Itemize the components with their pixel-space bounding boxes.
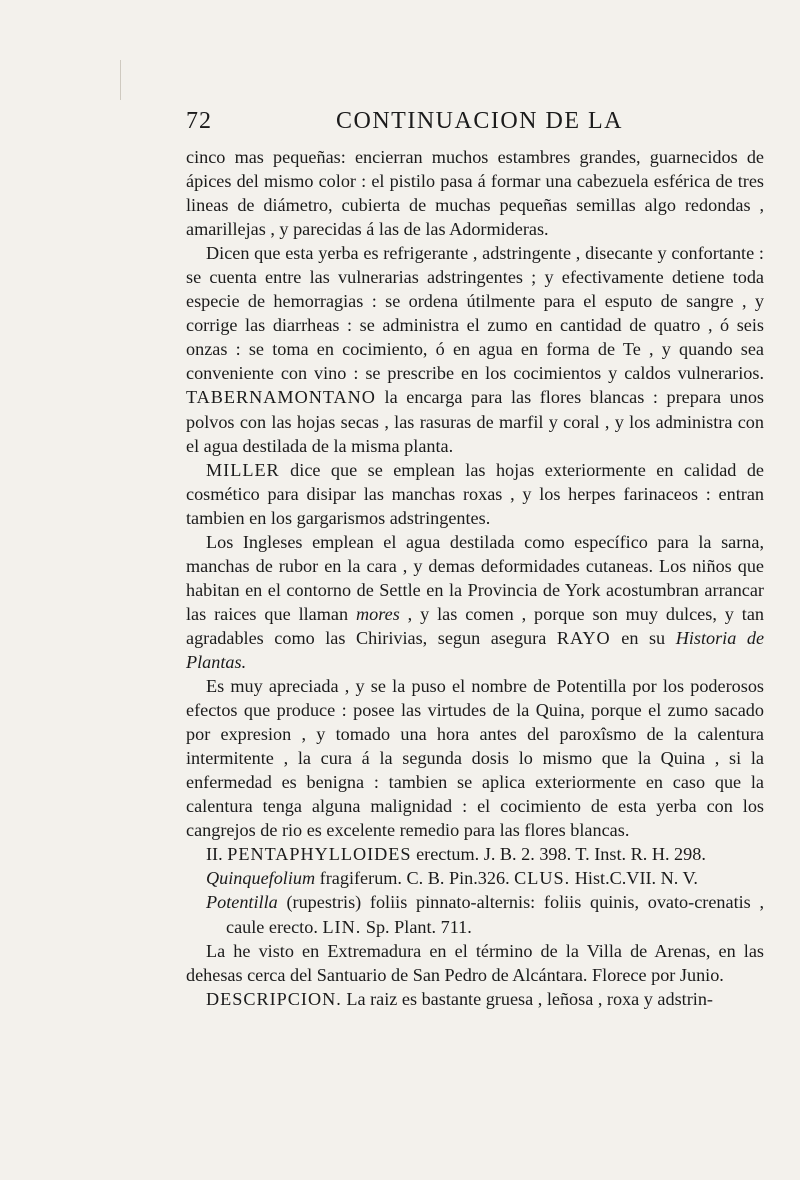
species-name: PENTAPHYLLOIDES [227,844,412,865]
paragraph-1: cinco mas pequeñas: encierran muchos estambres grandes, guarnecidos de ápices del mismo color : el pistilo pasa á formar una cabezuela esférica de tres lineas de diámetro, cubierta de muchas pequeñas semillas algo redondas , amarillejas , y parecidas á las de las Adormideras. [186,147,764,240]
species-entry: II. PENTAPHYLLOIDES erectum. J. B. 2. 398. T. Inst. R. H. 298. [206,844,706,865]
page-edge-mark [120,60,121,100]
paragraph-3: MILLER dice que se emplean las hojas exteriormente en calidad de cosmético para disipar las manchas roxas , y los herpes farinaceos : entran tambien en los gargarismos adstringentes. [186,459,764,528]
synonym-2: Potentilla (rupestris) foliis pinnato-alternis: foliis quinis, ovato-crenatis , caule erecto. LIN. Sp. Plant. 711. [206,892,765,937]
author-name: MILLER [206,459,280,480]
body-text [186,145,764,1011]
synonym-1: Quinquefolium fragiferum. C. B. Pin.326. CLUS. Hist.C.VII. N. V. [206,868,698,889]
section-label: DESCRIPCION. [206,988,342,1009]
paragraph-5: Es muy apreciada , y se la puso el nombre de Potentilla por los poderosos efectos que produce : posee las virtudes de la Quina, porque el zumo sacado por expresion , y tomado una hora antes del paroxîsmo de la calentura intermitente , la cura á la segunda dosis lo mismo que la Quina , si la enfermedad es benigna : tambien se aplica exteriormente en caso que la calentura tenga alguna malignidad : el cocimiento de esta yerba con los cangrejos de rio es excelente remedio para las flores blancas. [186,676,764,841]
page-number: 72 [186,108,212,134]
paragraph-4: Los Ingleses emplean el agua destilada como específico para la sarna, manchas de rubor en la cara , y demas deformidades cutaneas. Los niños que habitan en el contorno de Settle en la Provincia de York acostumbran arrancar las raices que llaman mores , y las comen , porque son muy dulces, y tan agradables como las Chirivias, segun asegura RAYO en su Historia de Plantas. [186,531,765,672]
running-head: CONTINUACION DE LA [336,108,623,134]
paragraph-6: La he visto en Extremadura en el término de la Villa de Arenas, en las dehesas cerca del Santuario de San Pedro de Alcántara. Florece por Junio. [186,940,764,985]
author-name: TABERNAMONTANO [186,387,376,408]
author-name: RAYO [556,627,611,648]
paragraph-7: DESCRIPCION. La raiz es bastante gruesa , leñosa , roxa y adstrin- [206,988,713,1009]
book-title: Historia de Plantas. [186,627,765,672]
paragraph-2: Dicen que esta yerba es refrigerante , adstringente , disecante y confortante : se cuenta entre las vulnerarias adstringentes ; y efectivamente detiene toda especie de hemorragias : se ordena útilmente para el esputo de sangre , y corrige las diarrheas : se administra el zumo en cantidad de quatro , ó seis onzas : se toma en cocimiento, ó en agua en forma de Te , y quando sea conveniente con vino : se prescribe en los cocimientos y caldos vulnerarios. TABERNAMONTANO la encarga para las flores blancas : prepara unos polvos con las hojas secas , las rasuras de marfil y coral , y los administra con el agua destilada de la misma planta. [186,243,764,456]
page-header [186,108,766,140]
